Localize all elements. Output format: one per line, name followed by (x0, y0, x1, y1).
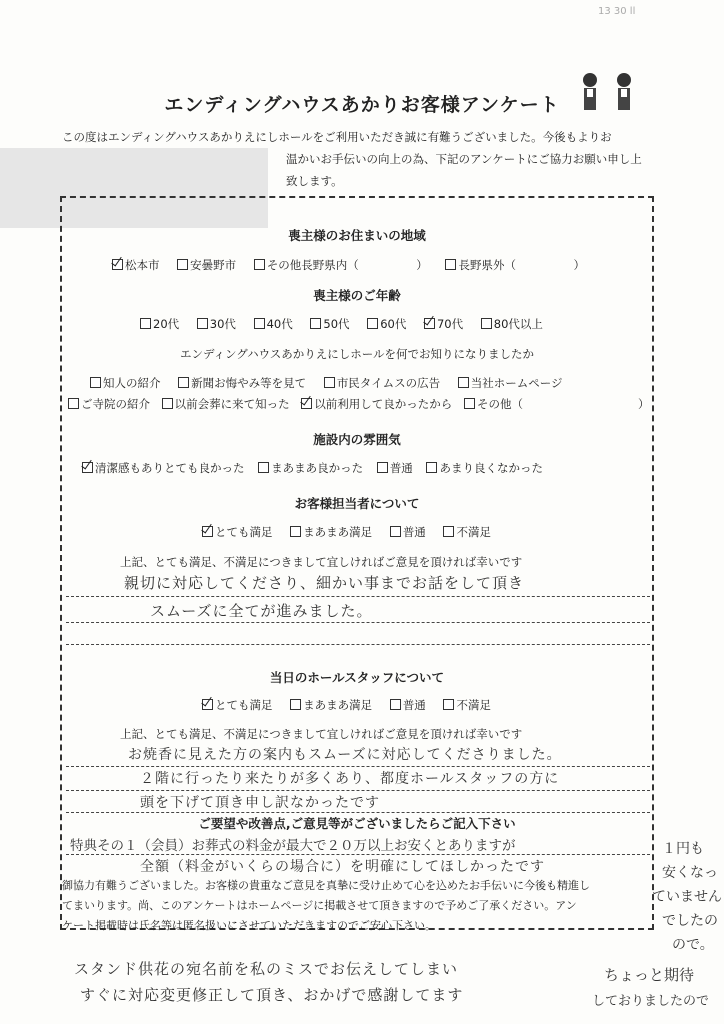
option-label: 50代 (323, 317, 350, 331)
checkbox[interactable] (177, 259, 188, 270)
option-label: 普通 (389, 461, 413, 475)
checkbox-checked[interactable] (301, 398, 312, 409)
option-matsumoto[interactable] (112, 258, 160, 272)
checkbox[interactable] (445, 259, 456, 270)
comment-line (66, 812, 650, 813)
option-label: 知人の紹介 (103, 376, 161, 390)
checkbox-checked[interactable] (202, 699, 213, 710)
checkbox[interactable] (254, 259, 265, 270)
option-past-funeral[interactable] (162, 397, 290, 411)
checkbox[interactable] (367, 318, 378, 329)
option-label: とても満足 (215, 698, 273, 712)
receipt-stamp: 13 30 ll (598, 6, 636, 17)
checkbox[interactable] (290, 526, 301, 537)
option-normal[interactable] (390, 698, 426, 712)
option-label: ご寺院の紹介 (81, 397, 150, 411)
option-unsatisfied[interactable] (443, 525, 491, 539)
option-age-70[interactable] (424, 317, 463, 331)
option-label: まあまあ良かった (271, 461, 364, 475)
hall-staff-options (202, 697, 505, 713)
option-label: 40代 (266, 317, 293, 331)
checkbox[interactable] (390, 699, 401, 710)
comment-line (66, 644, 650, 645)
staff-comment-1: 親切に対応してくださり、細かい事までお話をして頂き (124, 574, 525, 592)
hall-staff-comment-3: 頭を下げて頂き申し訳なかったです (140, 795, 380, 811)
option-label: あまり良くなかった (439, 461, 543, 475)
option-temple[interactable] (68, 397, 150, 411)
survey-title: エンディングハウスあかりお客様アンケート (164, 94, 560, 116)
option-label: 当社ホームページ (470, 376, 563, 390)
option-label: まあまあ満足 (303, 525, 373, 539)
option-unsatisfied[interactable] (443, 698, 491, 712)
option-age-50[interactable] (310, 317, 349, 331)
side-note-6: ちょっと期待 (604, 966, 695, 984)
hall-staff-comment-2: ２階に行ったり来たりが多くあり、都度ホールスタッフの方に (140, 771, 560, 787)
option-age-40[interactable] (254, 317, 293, 331)
checkbox[interactable] (68, 398, 79, 409)
option-azumino[interactable] (177, 258, 236, 272)
option-label: 安曇野市 (190, 258, 237, 272)
hall-staff-comment-1: お焼香に見えた方の案内もスムーズに対応してくださりました。 (128, 747, 562, 763)
option-label: 普通 (402, 698, 426, 712)
option-label: 20代 (153, 317, 180, 331)
footer-line-2: てまいります。尚、このアンケートはホームページに掲載させて頂きますので予めご了承ください。アン (62, 899, 577, 912)
footer-line-1: 御協力有難うございました。お客様の貴重なご意見を真摯に受け止めて心を込めたお手伝いに今後も精進し (62, 879, 590, 892)
checkbox[interactable] (390, 526, 401, 537)
checkbox-checked[interactable] (112, 259, 123, 270)
option-homepage[interactable] (458, 376, 563, 390)
option-clean[interactable] (82, 461, 245, 475)
checkbox[interactable] (258, 462, 269, 473)
checkbox[interactable] (443, 699, 454, 710)
intro-line-2: 温かいお手伝いの向上の為、下記のアンケートにご協力お願い申し上 (286, 152, 642, 166)
checkbox[interactable] (458, 377, 469, 388)
checkbox[interactable] (426, 462, 437, 473)
checkbox[interactable] (464, 398, 475, 409)
checkbox[interactable] (90, 377, 101, 388)
option-newspaper[interactable] (178, 376, 306, 390)
checkbox[interactable] (290, 699, 301, 710)
side-note-4: でしたの (662, 913, 718, 929)
checkbox-checked[interactable] (202, 526, 213, 537)
checkbox-checked[interactable] (424, 318, 435, 329)
option-label: 60代 (380, 317, 407, 331)
option-label: とても満足 (215, 525, 273, 539)
staff-options (202, 524, 505, 540)
hall-staff-heading: 当日のホールスタッフについて (269, 670, 445, 685)
checkbox[interactable] (324, 377, 335, 388)
option-very-satisfied[interactable] (202, 525, 273, 539)
option-used-before[interactable] (301, 397, 452, 411)
bottom-note-1: スタンド供花の宛名前を私のミスでお伝えしてしまい (74, 960, 459, 978)
checkbox[interactable] (481, 318, 492, 329)
option-fairly-good[interactable] (258, 461, 363, 475)
option-label: 普通 (402, 525, 426, 539)
option-label: その他（ ） (476, 397, 650, 411)
awareness-row-2 (68, 396, 649, 412)
side-note-7: しておりましたので (592, 994, 710, 1009)
option-normal[interactable] (377, 461, 413, 475)
option-normal[interactable] (390, 525, 426, 539)
region-options (112, 257, 599, 273)
option-label: 不満足 (456, 698, 491, 712)
comment-line (66, 766, 650, 767)
atmosphere-heading: 施設内の雰囲気 (313, 432, 401, 447)
comment-line (66, 622, 650, 623)
side-note-1: １円も (662, 841, 704, 857)
option-label: 以前利用して良かったから (314, 397, 453, 411)
comment-line (66, 596, 650, 597)
option-label: 長野県外（ ） (458, 258, 585, 272)
option-label: 70代 (436, 317, 464, 331)
side-note-3: ていません (652, 889, 722, 905)
awareness-row-1 (90, 375, 577, 391)
option-label: 松本市 (125, 258, 160, 272)
region-heading: 喪主様のお住まいの地域 (288, 228, 426, 243)
side-note-2: 安くなっ (662, 865, 718, 881)
option-label: 清潔感もありとても良かった (95, 461, 245, 475)
option-label: 以前会葬に来て知った (174, 397, 290, 411)
hall-staff-prompt: 上記、とても満足、不満足につきまして宜しければご意見を頂ければ幸いです (120, 727, 523, 741)
option-not-good[interactable] (426, 461, 543, 475)
option-fairly-satisfied[interactable] (290, 698, 372, 712)
staff-heading: お客様担当者について (294, 496, 420, 511)
age-options (140, 316, 557, 332)
option-label: まあまあ満足 (303, 698, 373, 712)
checkbox[interactable] (443, 526, 454, 537)
comment-line (66, 854, 650, 855)
option-label: 不満足 (456, 525, 491, 539)
option-age-30[interactable] (197, 317, 236, 331)
intro-line-3: 致します。 (286, 174, 343, 188)
checkbox[interactable] (377, 462, 388, 473)
requests-comment-1: 特典その１（会員）お葬式の料金が最大で２０万以上お安くとありますが (70, 838, 516, 854)
atmosphere-options (82, 460, 543, 476)
option-outside-nagano[interactable] (445, 258, 585, 272)
intro-line-1: この度はエンディングハウスあかりえにしホールをご利用いただき誠に有難うございました。今後もよりお (62, 130, 612, 144)
option-other[interactable] (464, 397, 650, 411)
staff-comment-2: スムーズに全てが進みました。 (150, 602, 373, 620)
option-age-60[interactable] (367, 317, 406, 331)
option-label: 新聞お悔やみ等を見て (191, 376, 307, 390)
option-label: 80代以上 (493, 317, 543, 331)
checkbox[interactable] (310, 318, 321, 329)
option-label: 市民タイムスの広告 (336, 376, 441, 390)
staff-prompt: 上記、とても満足、不満足につきまして宜しければご意見を頂ければ幸いです (120, 555, 523, 569)
footer-line-3: ケート掲載時は氏名等は匿名扱いにさせていただきますのでご安心下さい。 (62, 919, 436, 932)
age-heading: 喪主様のご年齢 (313, 288, 401, 303)
option-label: 30代 (209, 317, 236, 331)
option-very-satisfied[interactable] (202, 698, 273, 712)
checkbox[interactable] (162, 398, 173, 409)
checkbox-checked[interactable] (82, 462, 93, 473)
requests-heading: ご要望や改善点,ご意見等がございましたらご記入下さい (198, 816, 516, 831)
checkbox[interactable] (254, 318, 265, 329)
option-shimin-times[interactable] (324, 376, 440, 390)
comment-line (66, 790, 650, 791)
option-label: その他長野県内（ ） (266, 258, 428, 272)
side-note-5: ので。 (672, 937, 714, 953)
option-fairly-satisfied[interactable] (290, 525, 372, 539)
option-age-20[interactable] (140, 317, 179, 331)
bottom-note-2: すぐに対応変更修正して頂き、おかげで感謝してます (80, 986, 464, 1004)
option-other-nagano[interactable] (254, 258, 428, 272)
option-acquaintance[interactable] (90, 376, 161, 390)
awareness-heading: エンディングハウスあかりえにしホールを何でお知りになりましたか (179, 347, 535, 361)
checkbox[interactable] (140, 318, 151, 329)
option-age-80[interactable] (481, 317, 543, 331)
requests-comment-2: 全額（料金がいくらの場合に）を明確にしてほしかったです (140, 859, 545, 875)
checkbox[interactable] (197, 318, 208, 329)
checkbox[interactable] (178, 377, 189, 388)
